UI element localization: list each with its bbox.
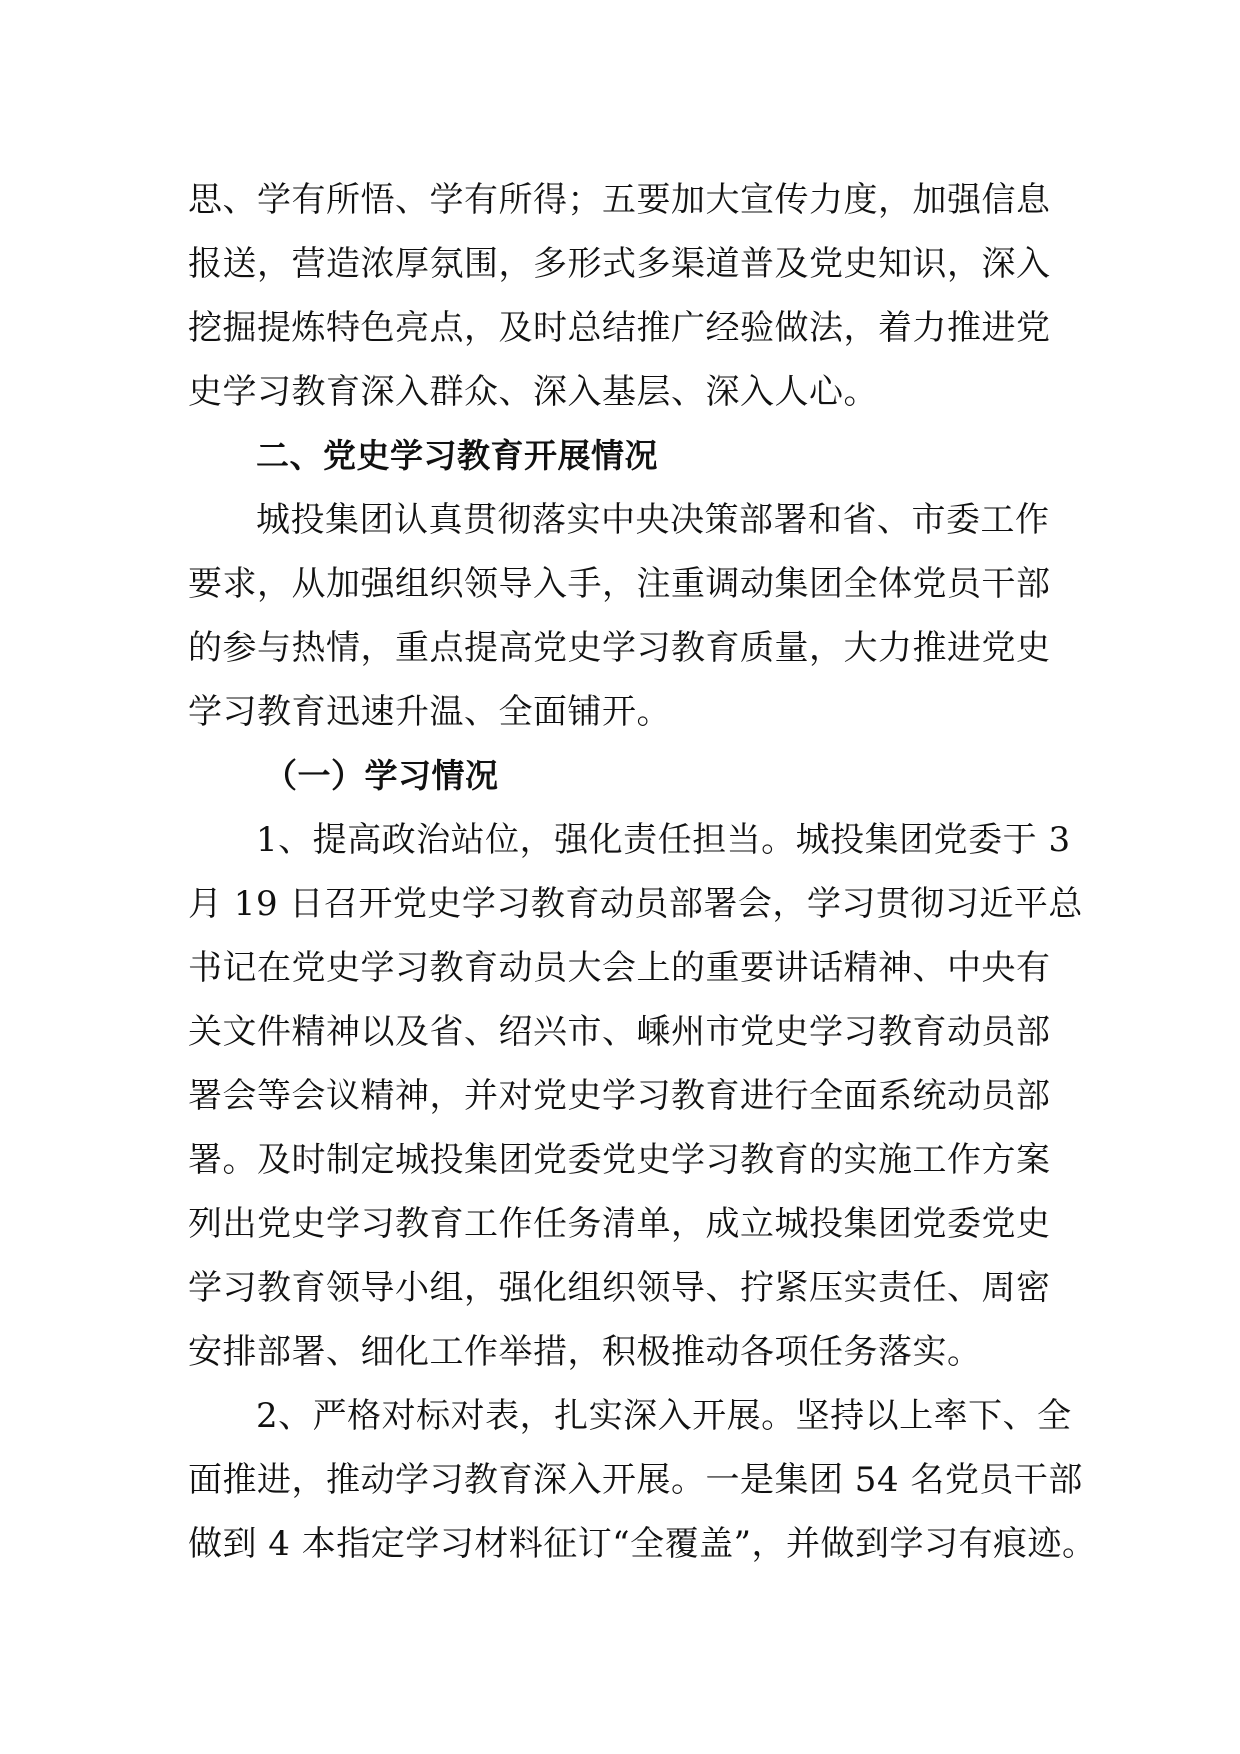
paragraph-line: 1、提高政治站位，强化责任担当。城投集团党委于 3 — [256, 820, 1071, 860]
paragraph-line: 列出党史学习教育工作任务清单，成立城投集团党委党史 — [188, 1204, 1051, 1244]
paragraph-line: 书记在党史学习教育动员大会上的重要讲话精神、中央有 — [188, 948, 1051, 988]
paragraph-line: 署会等会议精神，并对党史学习教育进行全面系统动员部 — [188, 1076, 1051, 1116]
section-heading: 二、党史学习教育开展情况 — [256, 436, 658, 475]
paragraph-line: 挖掘提炼特色亮点，及时总结推广经验做法，着力推进党 — [188, 308, 1051, 348]
paragraph-line: 学习教育迅速升温、全面铺开。 — [188, 692, 671, 732]
paragraph-line: 城投集团认真贯彻落实中央决策部署和省、市委工作 — [256, 500, 1050, 540]
paragraph-line: 报送，营造浓厚氛围，多形式多渠道普及党史知识，深入 — [188, 244, 1051, 284]
paragraph-line: 要求，从加强组织领导入手，注重调动集团全体党员干部 — [188, 564, 1051, 604]
paragraph-line: 学习教育领导小组，强化组织领导、拧紧压实责任、周密 — [188, 1268, 1051, 1308]
paragraph-line: 做到 4 本指定学习材料征订“全覆盖”，并做到学习有痕迹。 — [188, 1524, 1097, 1564]
paragraph-line: 月 19 日召开党史学习教育动员部署会，学习贯彻习近平总 — [188, 884, 1083, 924]
paragraph-line: 关文件精神以及省、绍兴市、嵊州市党史学习教育动员部 — [188, 1012, 1051, 1052]
paragraph-line: 面推进，推动学习教育深入开展。一是集团 54 名党员干部 — [188, 1460, 1083, 1500]
paragraph-line: 思、学有所悟、学有所得；五要加大宣传力度，加强信息 — [188, 180, 1051, 220]
paragraph-line: 署。及时制定城投集团党委党史学习教育的实施工作方案 — [188, 1140, 1051, 1180]
subsection-heading: （一）学习情况 — [264, 756, 499, 795]
paragraph-line: 安排部署、细化工作举措，积极推动各项任务落实。 — [188, 1332, 982, 1372]
paragraph-line: 史学习教育深入群众、深入基层、深入人心。 — [188, 372, 878, 412]
paragraph-line: 2、严格对标对表，扎实深入开展。坚持以上率下、全 — [256, 1396, 1072, 1436]
document-body — [188, 168, 1097, 1576]
paragraph-line: 的参与热情，重点提高党史学习教育质量，大力推进党史 — [188, 628, 1051, 668]
